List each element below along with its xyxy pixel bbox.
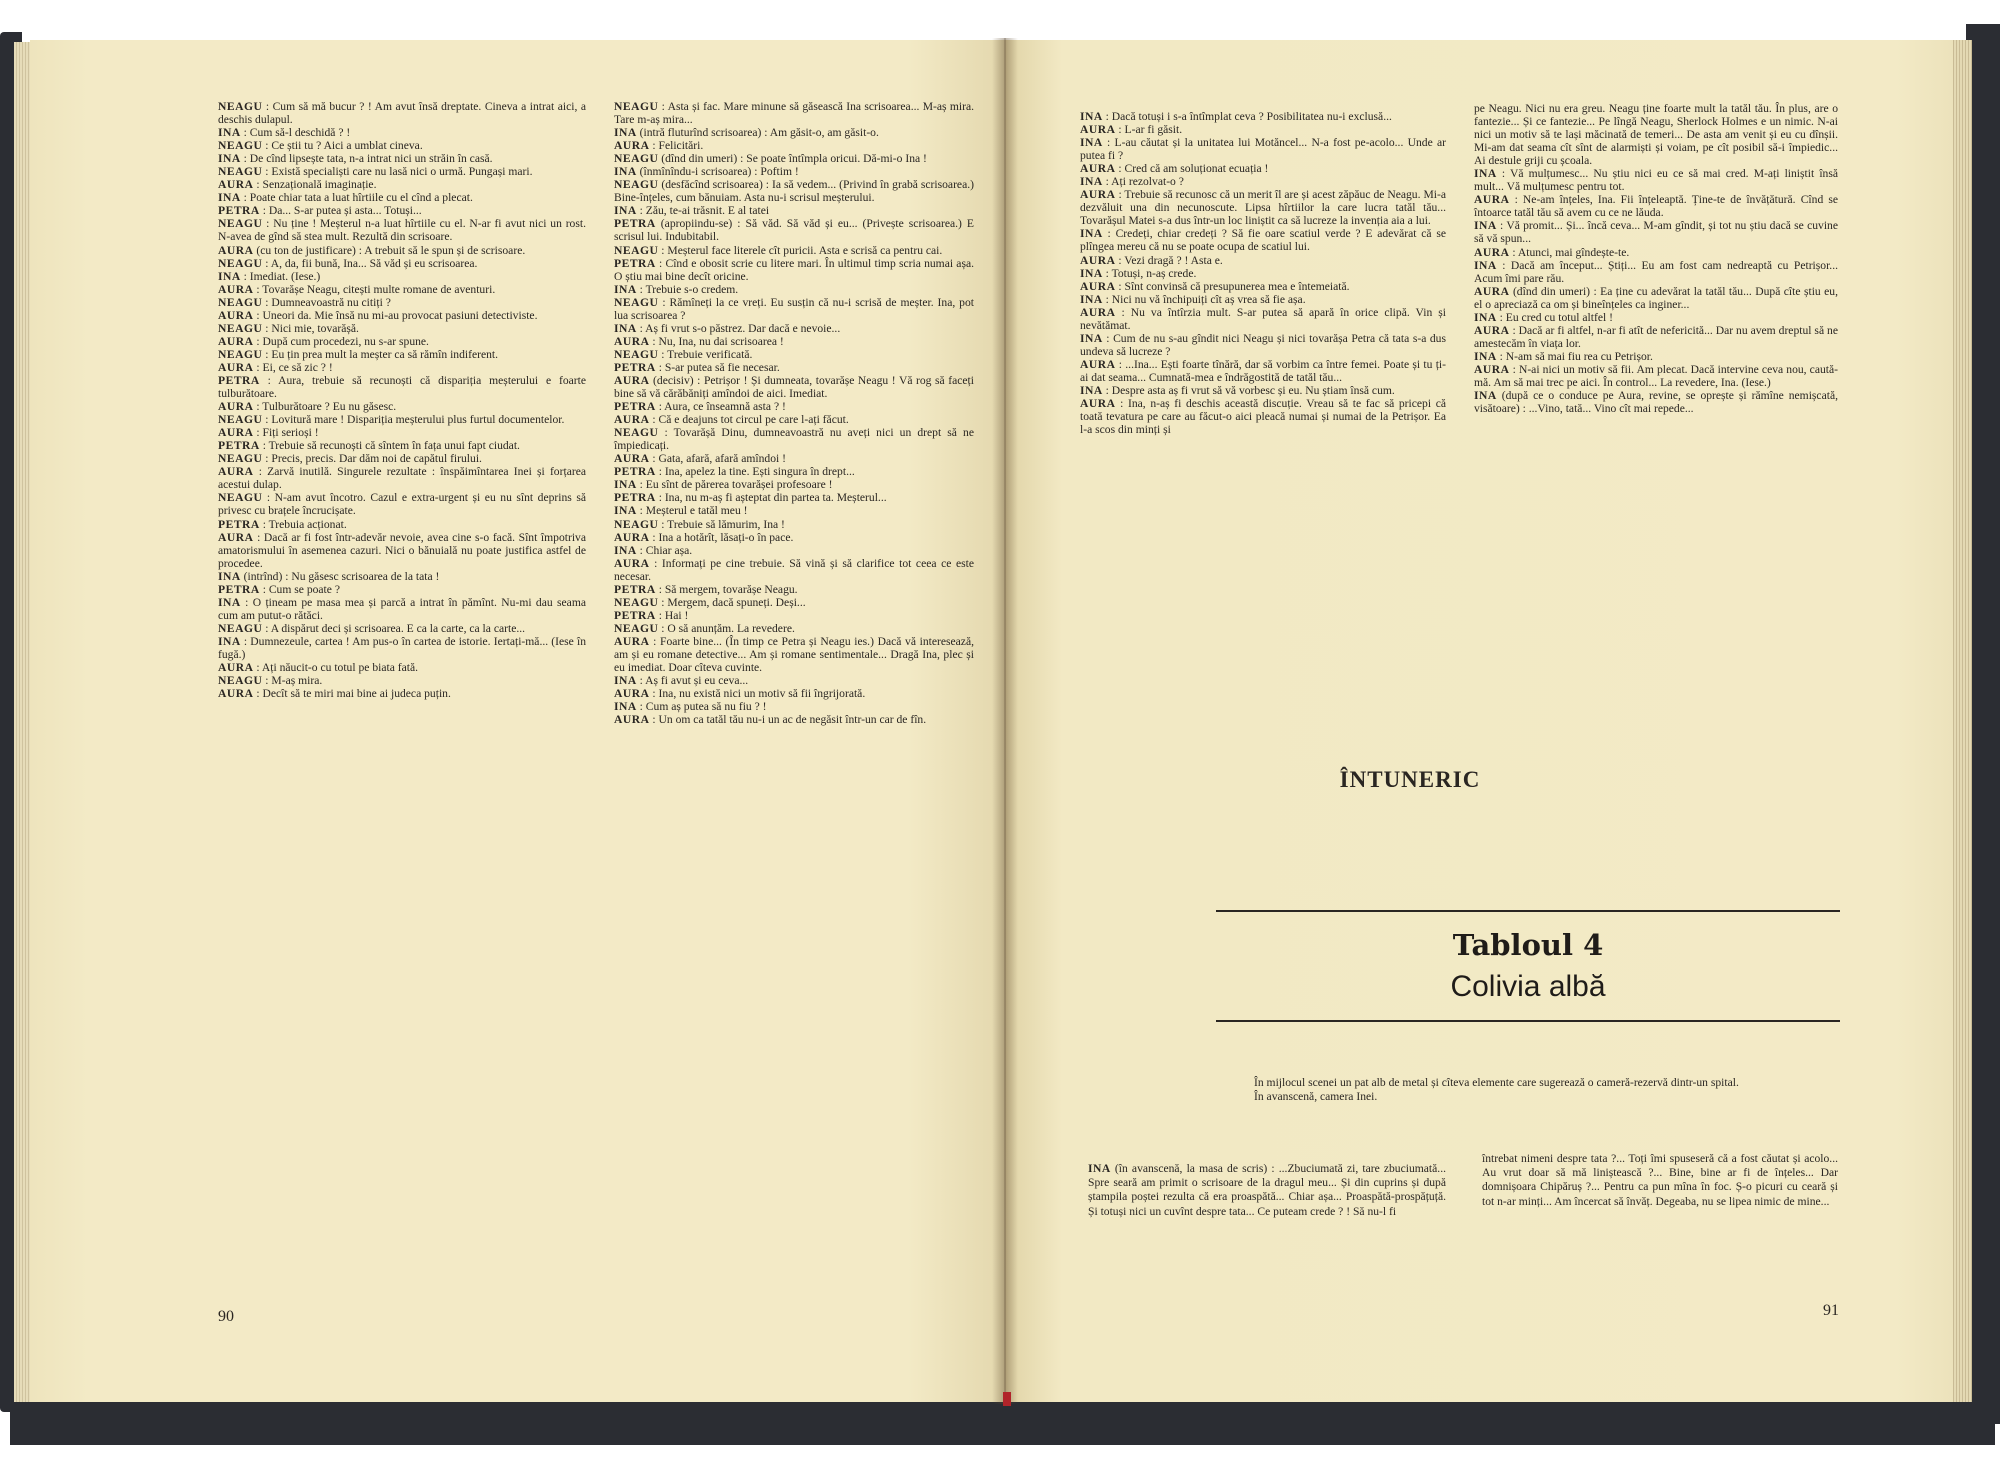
dialogue-line: PETRA : Aura, ce înseamnă asta ? !: [614, 400, 786, 414]
dialogue-line: AURA : Senzațională imaginație.: [218, 178, 377, 192]
dialogue-line: INA (intrînd) : Nu găsesc scrisoarea de la tata !: [218, 569, 440, 583]
right-page-lower-column-2: [1482, 1152, 1838, 1209]
dialogue-line: AURA : Dacă ar fi altfel, n-ar fi atît de nefericită... Dar nu avem dreptul să ne amestecăm în viața lor.: [1474, 323, 1838, 350]
dialogue-line: AURA : Cred că am soluționat ecuația !: [1080, 162, 1269, 176]
dialogue-line: INA : Eu cred cu totul altfel !: [1474, 310, 1613, 324]
left-page-column-2: [614, 100, 974, 726]
dialogue-line: INA (în avanscenă, la masa de scris) : ...Zbuciumată zi, tare zbuciumată... Spre seară am primit o scrisoare de la dragul meu... Și din cuprins și după ștampila poștei rezulta că era proaspătă... Chiar așa... Proaspătă-prospățuță. Și totuși nici un cuvînt despre tata... Ce puteam crede ? ! Să nu-l fi: [1088, 1162, 1446, 1218]
dialogue-line: NEAGU : Trebuie să lămurim, Ina !: [614, 517, 785, 531]
dialogue-line: NEAGU : M-aș mira.: [218, 674, 323, 688]
dialogue-line: AURA : Felicitări.: [614, 139, 704, 153]
dialogue-line: AURA : Ne-am înțeles, Ina. Fii înțeleaptă. Ține-te de învățătură. Cînd se întoarce tatăl tău să avem cu ce ne lăuda.: [1474, 193, 1838, 220]
dialogue-line: AURA : Tovarășe Neagu, citești multe romane de aventuri.: [218, 282, 496, 296]
dialogue-line: AURA : Trebuie să recunosc că un merit îl are și acest zăpăuc de Neagu. Mi-a dezvăluit una din necunoscute. Lipsa hîrtiilor la care lucra tatăl tău... Tovarășul Matei s-a dus într-un loc liniștit ca să lucreze la invenția aia a lui.: [1080, 188, 1446, 228]
dialogue-line: INA : Ați rezolvat-o ?: [1080, 175, 1184, 189]
dialogue-line: INA : Cum aș putea să nu fiu ? !: [614, 700, 767, 714]
dialogue-line: AURA : Ina, nu există nici un motiv să fii îngrijorată.: [614, 687, 866, 701]
dialogue-line: NEAGU : Nu ține ! Meșterul n-a luat hîrtiile cu el. N-ar fi avut nici un rost. N-avea de gînd să stea mult. Rezultă din scrisoare.: [218, 217, 586, 244]
dialogue-line: AURA : Foarte bine... (În timp ce Petra și Neagu ies.) Dacă vă interesează, am și eu romane detective... Am și romane sentimentale... Dragă Ina, plec și eu imediat. Doar cîteva cuvinte.: [614, 634, 974, 675]
dialogue-line: AURA (decisiv) : Petrișor ! Și dumneata, tovarășe Neagu ! Vă rog să faceți bine să vă cărăbăniți amîndoi de aici. Imediat.: [614, 373, 974, 401]
dialogue-line: AURA : Tulburătoare ? Eu nu găsesc.: [218, 400, 397, 414]
dialogue-line: NEAGU : Cum să mă bucur ? ! Am avut însă dreptate. Cineva a intrat aici, a deschis dulapul.: [218, 100, 586, 127]
dialogue-line: INA : Dumnezeule, cartea ! Am pus-o în cartea de istorie. Iertați-mă... (Iese în fugă.): [218, 634, 586, 661]
page-number-left: 90: [218, 1308, 234, 1325]
dialogue-line: INA (după ce o conduce pe Aura, revine, se oprește și rămîne nemișcată, visătoare) : ...Vino, tată... Vino cît mai repede...: [1474, 389, 1838, 416]
dialogue-line: INA : Trebuie s-o credem.: [614, 282, 739, 296]
dialogue-line: INA : Dacă am început... Știți... Eu am fost cam nedreaptă cu Petrișor... Acum îmi pare rău.: [1474, 258, 1838, 285]
dialogue-line: AURA : N-ai nici un motiv să fii. Am plecat. Dacă intervine ceva nou, caută-mă. Am să mai trec pe aici. În control... La revedere, Ina. (Iese.): [1474, 362, 1838, 389]
dialogue-line: NEAGU : A, da, fii bună, Ina... Să văd și eu scrisoarea.: [218, 256, 478, 270]
dialogue-line: INA : Meșterul e tatăl meu !: [614, 504, 748, 518]
dialogue-line: INA : Credeți, chiar credeți ? Să fie oare scatiul verde ? E adevărat că se plîngea mereu că nu se poate ocupa de scatiul lui.: [1080, 227, 1446, 254]
dialogue-line: INA : Vă mulțumesc... Nu știu nici eu ce să mai cred. M-ați liniștit însă mult... Vă mulțumesc pentru tot.: [1474, 167, 1838, 194]
dialogue-line: AURA : Un om ca tatăl tău nu-i un ac de negăsit într-un car de fîn.: [614, 713, 927, 727]
dialogue-line: INA : Eu sînt de părerea tovarășei profesoare !: [614, 478, 833, 492]
dialogue-line: AURA : Vezi dragă ? ! Asta e.: [1080, 253, 1223, 267]
dialogue-line: INA : Aș fi avut și eu ceva...: [614, 674, 749, 688]
dialogue-line: PETRA : Hai !: [614, 608, 689, 622]
dialogue-line: INA : Cum de nu s-au gîndit nici Neagu și nici tovarășa Petra că tata s-a dus undeva să lucreze ?: [1080, 331, 1446, 358]
dialogue-line: INA : Aș fi vrut s-o păstrez. Dar dacă e nevoie...: [614, 321, 841, 335]
dialogue-line: AURA : Nu, Ina, nu dai scrisoarea !: [614, 334, 784, 348]
tableau-rule-bottom: [1216, 1020, 1840, 1022]
dialogue-line: AURA (cu ton de justificare) : A trebuit să le spun și de scrisoare.: [218, 243, 526, 257]
dialogue-line: PETRA (apropiindu-se) : Să văd. Să văd și eu... (Privește scrisoarea.) E scrisul lui. Indubitabil.: [614, 217, 974, 244]
dialogue-line: NEAGU : Trebuie verificată.: [614, 347, 753, 361]
dialogue-line: AURA : Ei, ce să zic ? !: [218, 360, 333, 374]
dialogue-line: AURA : Fiți serioși !: [218, 426, 319, 440]
dialogue-line: INA : Zău, te-ai trăsnit. E al tatei: [614, 204, 770, 218]
dialogue-line: NEAGU (dînd din umeri) : Se poate întîmpla oricui. Dă-mi-o Ina !: [614, 152, 927, 166]
spine-bookmark: [1003, 1392, 1011, 1406]
dialogue-line: AURA : După cum procedezi, nu s-ar spune.: [218, 334, 429, 348]
left-page-column-1: [218, 100, 586, 700]
dialogue-line: INA : N-am să mai fiu rea cu Petrișor.: [1474, 349, 1653, 363]
tableau-subtitle: Colivia albă: [1450, 970, 1606, 1003]
dialogue-line: INA : O țineam pe masa mea și parcă a intrat în pămînt. Nu-mi dau seama cum am putut-o rătăci.: [218, 595, 586, 622]
dialogue-line: întrebat nimeni despre tata ?... Toți îmi spuseseră că a fost căutat și acolo... Au vrut doar să mă liniștească ?... Bine, bine ar fi de înțeles... Dar domnișoara Chipăruș ?... Pentru ca pun mîna în foc. Ș-o picuri cu ceară și tot n-ar minți... Am încercat să învăț. Degeaba, nu se lipea nimic de mine...: [1482, 1152, 1838, 1208]
stage-direction: [1220, 1076, 1840, 1104]
dialogue-line: PETRA : Trebuie să recunoști că sîntem în fața unui fapt ciudat.: [218, 439, 520, 453]
dialogue-line: PETRA : Ina, apelez la tine. Ești singura în drept...: [614, 465, 855, 479]
book-gutter: [992, 38, 1018, 1404]
dialogue-line: AURA : L-ar fi găsit.: [1080, 123, 1183, 137]
dialogue-line: AURA : Gata, afară, afară amîndoi !: [614, 452, 786, 466]
dialogue-line: PETRA : Trebuia acționat.: [218, 517, 347, 531]
dialogue-line: PETRA : Aura, trebuie să recunoști că dispariția meșterului e foarte tulburătoare.: [218, 373, 586, 401]
dialogue-line: INA : Poate chiar tata a luat hîrtiile cu el cînd a plecat.: [218, 191, 473, 205]
dialogue-line: NEAGU (desfăcînd scrisoarea) : Ia să vedem... (Privind în grabă scrisoarea.) Bine-înțeles, cum bănuiam. Asta nu-i scrisul meșterului.: [614, 178, 974, 205]
dialogue-line: NEAGU : Tovarășă Dinu, dumneavoastră nu aveți nici un drept să ne împiedicați.: [614, 426, 974, 453]
dialogue-line: NEAGU : Precis, precis. Dar dăm noi de capătul firului.: [218, 452, 482, 466]
right-page-column-2: [1474, 102, 1838, 415]
dialogue-line: INA : Cum să-l deschidă ? !: [218, 126, 351, 140]
dialogue-line: AURA : Sînt convinsă că presupunerea mea e întemeiată.: [1080, 279, 1350, 293]
dialogue-line: AURA : Ina a hotărît, lăsați-o în pace.: [614, 530, 794, 544]
dialogue-line: AURA : Atunci, mai gîndește-te.: [1474, 245, 1630, 259]
dialogue-line: NEAGU : Meșterul face literele cît puricii. Asta e scrisă ca pentru cai.: [614, 243, 943, 257]
dialogue-line: INA : Chiar așa.: [614, 543, 693, 557]
dialogue-line: INA : L-au căutat și la unitatea lui Motăncel... N-a fost pe-acolo... Unde ar putea fi ?: [1080, 136, 1446, 163]
dialogue-line: PETRA : Cum se poate ?: [218, 582, 340, 596]
dialogue-line: AURA : Decît să te miri mai bine ai judeca puțin.: [218, 687, 451, 701]
background-top: [0, 0, 2000, 38]
dialogue-line: În mijlocul scenei un pat alb de metal și cîteva elemente care sugerează o cameră-rezervă dintr-un spital.: [1254, 1076, 1739, 1089]
dialogue-line: NEAGU : O să anunțăm. La revedere.: [614, 621, 795, 635]
dialogue-line: INA : Dacă totuși i s-a întîmplat ceva ? Posibilitatea nu-i exclusă...: [1080, 110, 1392, 123]
dialogue-line: AURA : Ina, n-aș fi deschis această discuție. Vreau să te fac să pricepi că toată tevatura pe care au făcut-o aici pleacă numai și numai de la Petrișor. Ea l-a scos din minți și: [1080, 397, 1446, 437]
dialogue-line: NEAGU : Rămîneți la ce vreți. Eu susțin că nu-i scrisă de meșter. Ina, pot lua scrisoarea ?: [614, 295, 974, 322]
dialogue-line: AURA : Uneori da. Mie însă nu mi-au provocat pasiuni detectiviste.: [218, 308, 538, 322]
page-number-right: 91: [1823, 1302, 1839, 1319]
right-page-lower-column-1: [1088, 1162, 1446, 1219]
dialogue-line: NEAGU : Mergem, dacă spuneți. Deși...: [614, 595, 806, 609]
dialogue-line: INA : De cînd lipsește tata, n-a intrat nici un străin în casă.: [218, 152, 493, 166]
dialogue-line: AURA : Că e deajuns tot circul pe care l-ați făcut.: [614, 413, 849, 427]
dialogue-line: AURA : ...Ina... Ești foarte tînără, dar să vorbim ca între femei. Poate și tu ți-ai dat seama... Cumnată-mea e îndrăgostită de tatăl tău...: [1080, 357, 1446, 384]
dialogue-line: INA (intră fluturînd scrisoarea) : Am găsit-o, am găsit-o.: [614, 126, 879, 140]
dialogue-line: NEAGU : Nici mie, tovarășă.: [218, 321, 359, 335]
dialogue-line: NEAGU : Ce știi tu ? Aici a umblat cineva.: [218, 139, 423, 153]
dialogue-line: PETRA : Da... S-ar putea și asta... Totuși...: [218, 204, 422, 218]
dialogue-line: AURA : Nu va întîrzia mult. S-ar putea să apară în orice clipă. Vin și nevătămat.: [1080, 305, 1446, 332]
dialogue-line: PETRA : Ina, nu m-aș fi așteptat din partea ta. Meșterul...: [614, 491, 887, 505]
tableau-rule-top: [1216, 910, 1840, 912]
dialogue-line: NEAGU : Există specialiști care nu lasă nici o urmă. Pungași mari.: [218, 165, 533, 179]
dialogue-line: AURA (dînd din umeri) : Ea ține cu adevărat la tatăl tău... După cîte știu eu, el o apreciază ca om și bineînțeles ca inginer...: [1474, 284, 1838, 311]
right-page-column-1: [1080, 110, 1446, 436]
dialogue-line: AURA : Ați năucit-o cu totul pe biata fată.: [218, 661, 419, 675]
dialogue-line: pe Neagu. Nici nu era greu. Neagu ține foarte mult la tatăl tău. În plus, are o fantezie... Și ce fantezie... Pe lîngă Neagu, Sherlock Holmes e un nimic. N-ai nici un motiv să te lași măcinată de temeri... De asta am venit și eu cu dînșii. Mi-am dat seama cît sînt de alarmiști și voiam, pe cît posibil să-i împiedic... Ai destule griji cu școala.: [1474, 102, 1838, 168]
dialogue-line: NEAGU : Asta și fac. Mare minune să găsească Ina scrisoarea... M-aș mira. Tare m-aș mira...: [614, 100, 974, 127]
dialogue-line: PETRA : Să mergem, tovarășe Neagu.: [614, 582, 798, 596]
dialogue-line: NEAGU : A dispărut deci și scrisoarea. E ca la carte, ca la carte...: [218, 621, 526, 635]
dialogue-line: AURA : Zarvă inutilă. Singurele rezultate : înspăimîntarea Inei și forțarea acestui dulap.: [218, 465, 586, 492]
act-end-heading: ÎNTUNERIC: [1339, 767, 1481, 792]
dialogue-line: AURA : Informați pe cine trebuie. Să vină și să clarifice tot ceea ce este necesar.: [614, 556, 974, 583]
dialogue-line: NEAGU : Lovitură mare ! Dispariția meșterului plus furtul documentelor.: [218, 413, 565, 427]
dialogue-line: AURA : Dacă ar fi fost într-adevăr nevoie, avea cine s-o facă. Sînt împotriva amatorismului în asemenea cazuri. Nici o bănuială nu poate justifica astfel de procedee.: [218, 530, 586, 570]
dialogue-line: PETRA : S-ar putea să fie necesar.: [614, 360, 780, 374]
dialogue-line: INA : Vă promit... Și... încă ceva... M-am gîndit, și tot nu știu dacă se cuvine să vă spun...: [1474, 219, 1838, 246]
dialogue-line: NEAGU : N-am avut încotro. Cazul e extra-urgent și eu nu sînt deprins să privesc cu brațele încrucișate.: [218, 491, 586, 518]
tableau-title: Tabloul 4: [1452, 928, 1604, 962]
dialogue-line: NEAGU : Eu țin prea mult la meșter ca să rămîn indiferent.: [218, 347, 499, 361]
dialogue-line: INA : Despre asta aș fi vrut să vă vorbesc și eu. Nu știam însă cum.: [1080, 383, 1395, 397]
dialogue-line: INA (înmînîndu-i scrisoarea) : Poftim !: [614, 165, 799, 179]
dialogue-line: INA : Imediat. (Iese.): [218, 269, 321, 283]
dialogue-line: În avanscenă, camera Inei.: [1254, 1090, 1378, 1103]
dialogue-line: PETRA : Cînd e obosit scrie cu litere mari. În ultimul timp scria numai așa. O știu mai bine decît oricine.: [614, 256, 974, 283]
dialogue-line: NEAGU : Dumneavoastră nu citiți ?: [218, 295, 391, 309]
dialogue-line: INA : Nici nu vă închipuiți cît aș vrea să fie așa.: [1080, 292, 1306, 306]
dialogue-line: INA : Totuși, n-aș crede.: [1080, 266, 1197, 280]
